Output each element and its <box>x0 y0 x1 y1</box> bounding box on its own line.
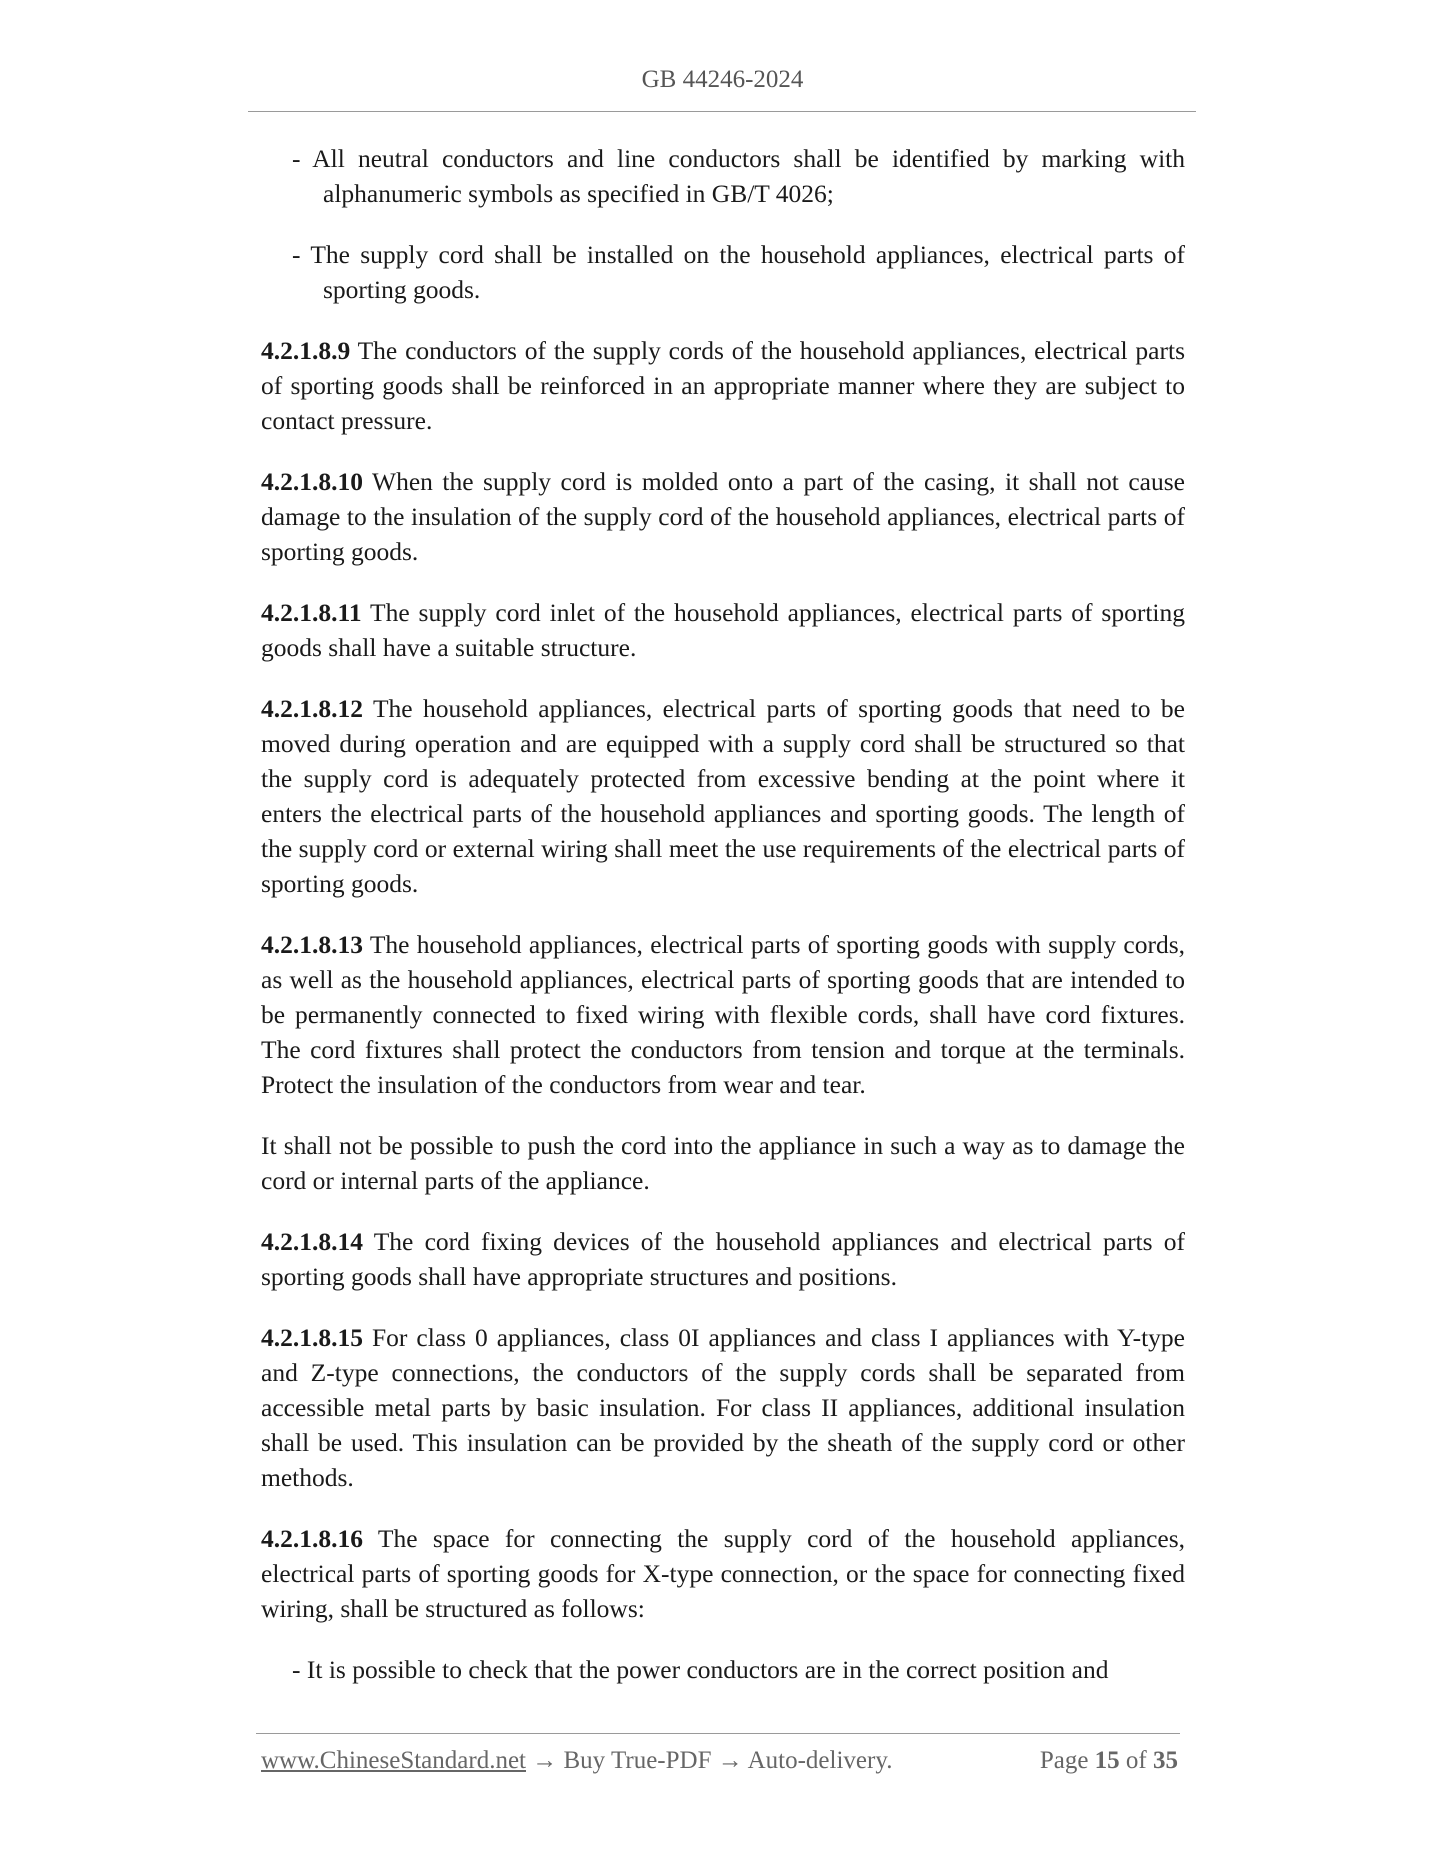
footer-divider <box>256 1733 1180 1734</box>
total-pages-number: 35 <box>1153 1747 1178 1774</box>
clause-text: When the supply cord is molded onto a part of the casing, it shall not cause damage to the insulation of the supply cord of the household appliances, electrical parts of sporting goods. <box>261 467 1185 566</box>
clause-paragraph <box>261 691 1185 901</box>
clause-number: 4.2.1.8.12 <box>261 694 363 723</box>
clause-text: The cord fixing devices of the household appliances and electrical parts of sporting goods shall have appropriate structures and positions. <box>261 1227 1185 1291</box>
clause-paragraph <box>261 1320 1185 1495</box>
page-label: Page <box>1039 1747 1089 1774</box>
clause-text: The household appliances, electrical parts of sporting goods with supply cords, as well as the household appliances, electrical parts of sporting goods that are intended to be permanently connected to fixed wiring with flexible cords, shall have cord fixtures. The cord fixtures shall protect the conductors from tension and torque at the terminals. Protect the insulation of the conductors from wear and tear. <box>261 930 1185 1099</box>
clause-paragraph <box>261 464 1185 569</box>
clause-text: The household appliances, electrical parts of sporting goods that need to be moved during operation and are equipped with a supply cord shall be structured so that the supply cord is adequately protected from excessive bending at the point where it enters the electrical parts of the household appliances and sporting goods. The length of the supply cord or external wiring shall meet the use requirements of the electrical parts of sporting goods. <box>261 694 1186 898</box>
of-label: of <box>1125 1747 1147 1774</box>
clause-number: 4.2.1.8.13 <box>261 930 363 959</box>
body-paragraph: It shall not be possible to push the cord into the appliance in such a way as to damage the cord or internal parts of the appliance. <box>261 1131 1185 1195</box>
clause-text: For class 0 appliances, class 0I appliances and class I appliances with Y-type and Z-type connections, the conductors of the supply cords shall be separated from accessible metal parts by basic insulation. For class II appliances, additional insulation shall be used. This insulation can be provided by the sheath of the supply cord or other methods. <box>261 1323 1185 1492</box>
bullet-item: - All neutral conductors and line conductors shall be identified by marking with alphanumeric symbols as specified in GB/T 4026; <box>292 144 1185 208</box>
clause-paragraph <box>261 1224 1185 1294</box>
clause-text: The space for connecting the supply cord of the household appliances, electrical parts of sporting goods for X-type connection, or the space for connecting fixed wiring, shall be structured as follows: <box>261 1524 1186 1623</box>
document-code-header: GB 44246-2024 <box>641 66 804 93</box>
bullet-item: - It is possible to check that the power conductors are in the correct position and <box>292 1655 1109 1684</box>
bullet-item: - The supply cord shall be installed on the household appliances, electrical parts of sporting goods. <box>292 240 1185 304</box>
page-footer <box>261 1747 1178 1783</box>
clause-paragraph <box>261 927 1185 1102</box>
footer-promo-text: → Buy True-PDF → Auto-delivery. <box>526 1747 893 1774</box>
header-divider <box>248 111 1196 112</box>
clause-paragraph <box>261 333 1185 438</box>
current-page-number: 15 <box>1094 1747 1120 1774</box>
page-indicator <box>1040 1747 1178 1775</box>
page-content <box>261 141 1185 1687</box>
clause-number: 4.2.1.8.14 <box>261 1227 363 1256</box>
clause-number: 4.2.1.8.10 <box>261 467 363 496</box>
clause-number: 4.2.1.8.9 <box>261 336 351 365</box>
footer-promo <box>261 1747 892 1775</box>
clause-number: 4.2.1.8.16 <box>261 1524 363 1553</box>
clause-paragraph <box>261 1521 1185 1626</box>
clause-number: 4.2.1.8.15 <box>261 1323 363 1352</box>
clause-number: 4.2.1.8.11 <box>261 598 362 627</box>
clause-text: The supply cord inlet of the household appliances, electrical parts of sporting goods shall have a suitable structure. <box>261 598 1185 662</box>
clause-paragraph <box>261 595 1185 665</box>
clause-text: The conductors of the supply cords of the household appliances, electrical parts of sporting goods shall be reinforced in an appropriate manner where they are subject to contact pressure. <box>261 336 1185 435</box>
website-link[interactable]: www.ChineseStandard.net <box>261 1747 526 1774</box>
